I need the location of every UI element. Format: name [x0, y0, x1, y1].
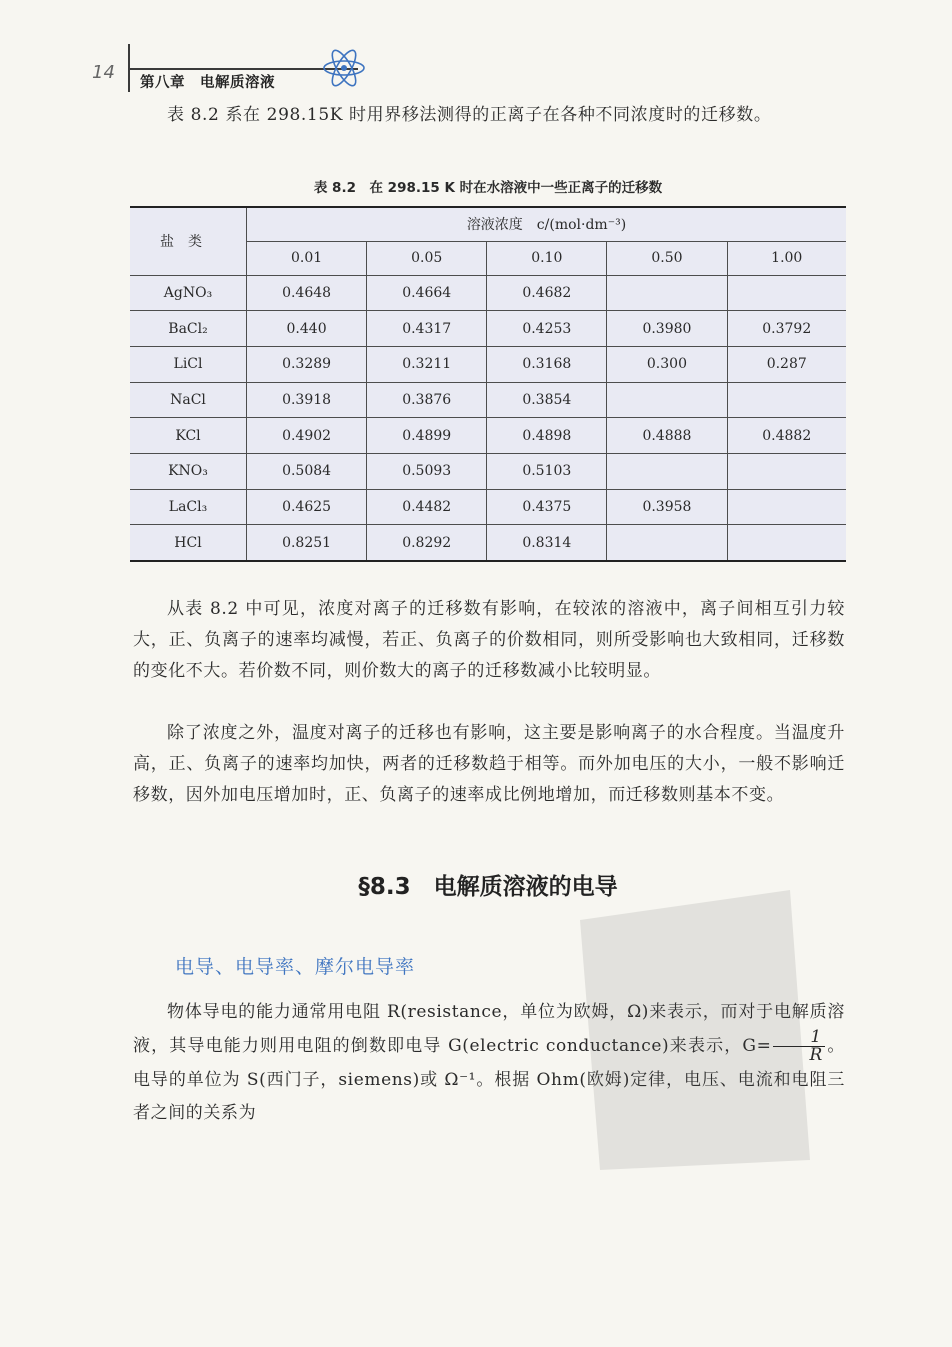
concentration-header: 0.10 — [487, 241, 607, 275]
value-cell: 0.4898 — [487, 418, 607, 454]
subsection-heading: 电导、电导率、摩尔电导率 — [175, 956, 416, 978]
value-cell: 0.4664 — [367, 275, 487, 311]
library-stamp-watermark — [560, 880, 820, 1180]
table-row — [130, 346, 846, 382]
table-row — [130, 311, 846, 347]
value-cell: 0.8292 — [367, 525, 487, 561]
value-cell: 0.5103 — [487, 453, 607, 489]
value-cell: 0.4482 — [367, 489, 487, 525]
value-cell: 0.4902 — [247, 418, 367, 454]
salt-cell: LaCl₃ — [130, 489, 247, 525]
table-row — [130, 489, 846, 525]
transference-table — [130, 206, 846, 562]
salt-cell: BaCl₂ — [130, 311, 247, 347]
salt-cell: NaCl — [130, 382, 247, 418]
atom-logo-icon — [320, 44, 368, 92]
value-cell: 0.5093 — [367, 453, 487, 489]
value-cell: 0.3168 — [487, 346, 607, 382]
concentration-header: 0.50 — [607, 241, 727, 275]
salt-cell: KNO₃ — [130, 453, 247, 489]
value-cell: 0.3980 — [607, 311, 727, 347]
fraction-numerator: 1 — [773, 1029, 824, 1047]
table-row — [130, 525, 846, 561]
value-cell: 0.3854 — [487, 382, 607, 418]
value-cell — [727, 275, 846, 311]
value-cell: 0.4625 — [247, 489, 367, 525]
value-cell — [607, 382, 727, 418]
body-paragraph-2: 除了浓度之外，温度对离子的迁移也有影响，这主要是影响离子的水合程度。当温度升高，正、负离子的速率均加快，两者的迁移数趋于相等。而外加电压的大小，一般不影响迁移数，因外加电压增加时，正、负离子的速率成比例地增加，而迁移数则基本不变。 — [133, 723, 845, 805]
salt-column-header: 盐类 — [130, 207, 247, 275]
salt-cell: LiCl — [130, 346, 247, 382]
value-cell: 0.4648 — [247, 275, 367, 311]
table-row — [130, 453, 846, 489]
page-number: 14 — [92, 62, 115, 83]
section-heading: §8.3 电解质溶液的电导 — [358, 874, 618, 900]
concentration-header: 1.00 — [727, 241, 846, 275]
value-cell: 0.4899 — [367, 418, 487, 454]
chapter-title: 第八章 电解质溶液 — [140, 75, 275, 91]
value-cell: 0.4888 — [607, 418, 727, 454]
value-cell: 0.3918 — [247, 382, 367, 418]
intro-paragraph: 表 8.2 系在 298.15K 时用界移法测得的正离子在各种不同浓度时的迁移数。 — [167, 105, 772, 125]
table-caption: 表 8.2 在 298.15 K 时在水溶液中一些正离子的迁移数 — [313, 180, 663, 196]
value-cell — [607, 525, 727, 561]
value-cell — [607, 453, 727, 489]
page-header — [92, 44, 392, 104]
value-cell: 0.300 — [607, 346, 727, 382]
table-row — [130, 382, 846, 418]
concentration-header: 0.01 — [247, 241, 367, 275]
value-cell — [607, 275, 727, 311]
value-cell: 0.287 — [727, 346, 846, 382]
value-cell: 0.3211 — [367, 346, 487, 382]
concentration-group-header: 溶液浓度 c/(mol·dm⁻³) — [247, 207, 847, 241]
salt-cell: AgNO₃ — [130, 275, 247, 311]
value-cell: 0.4882 — [727, 418, 846, 454]
concentration-header: 0.05 — [367, 241, 487, 275]
value-cell: 0.3289 — [247, 346, 367, 382]
salt-cell: HCl — [130, 525, 247, 561]
value-cell: 0.3876 — [367, 382, 487, 418]
salt-cell: KCl — [130, 418, 247, 454]
value-cell — [727, 453, 846, 489]
value-cell: 0.4317 — [367, 311, 487, 347]
value-cell: 0.3792 — [727, 311, 846, 347]
value-cell — [727, 382, 846, 418]
value-cell: 0.5084 — [247, 453, 367, 489]
body-paragraph-1: 从表 8.2 中可见，浓度对离子的迁移数有影响，在较浓的溶液中，离子间相互引力较大，正、负离子的速率均减慢，若正、负离子的价数相同，则所受影响也大致相同，迁移数的变化不大。若价数不同，则价数大的离子的迁移数减小比较明显。 — [133, 599, 845, 681]
paragraph-3-text-a: 物体导电的能力通常用电阻 R(resistance，单位为欧姆，Ω)来表示，而对于电解质溶液，其导电能力则用电阻的倒数即电导 G(electric conductance)来表示，G= — [133, 1002, 845, 1056]
table-row — [130, 275, 846, 311]
value-cell: 0.8314 — [487, 525, 607, 561]
value-cell: 0.8251 — [247, 525, 367, 561]
value-cell: 0.4682 — [487, 275, 607, 311]
value-cell: 0.3958 — [607, 489, 727, 525]
fraction-denominator: R — [809, 1045, 823, 1065]
value-cell: 0.4253 — [487, 311, 607, 347]
value-cell — [727, 525, 846, 561]
value-cell: 0.440 — [247, 311, 367, 347]
table-row — [130, 418, 846, 454]
value-cell: 0.4375 — [487, 489, 607, 525]
value-cell — [727, 489, 846, 525]
paragraph-3-text-b: 。电导的单位为 S(西门子，siemens)或 Ω⁻¹。根据 Ohm(欧姆)定律，电压、电流和电阻三者之间的关系为 — [133, 1036, 845, 1123]
